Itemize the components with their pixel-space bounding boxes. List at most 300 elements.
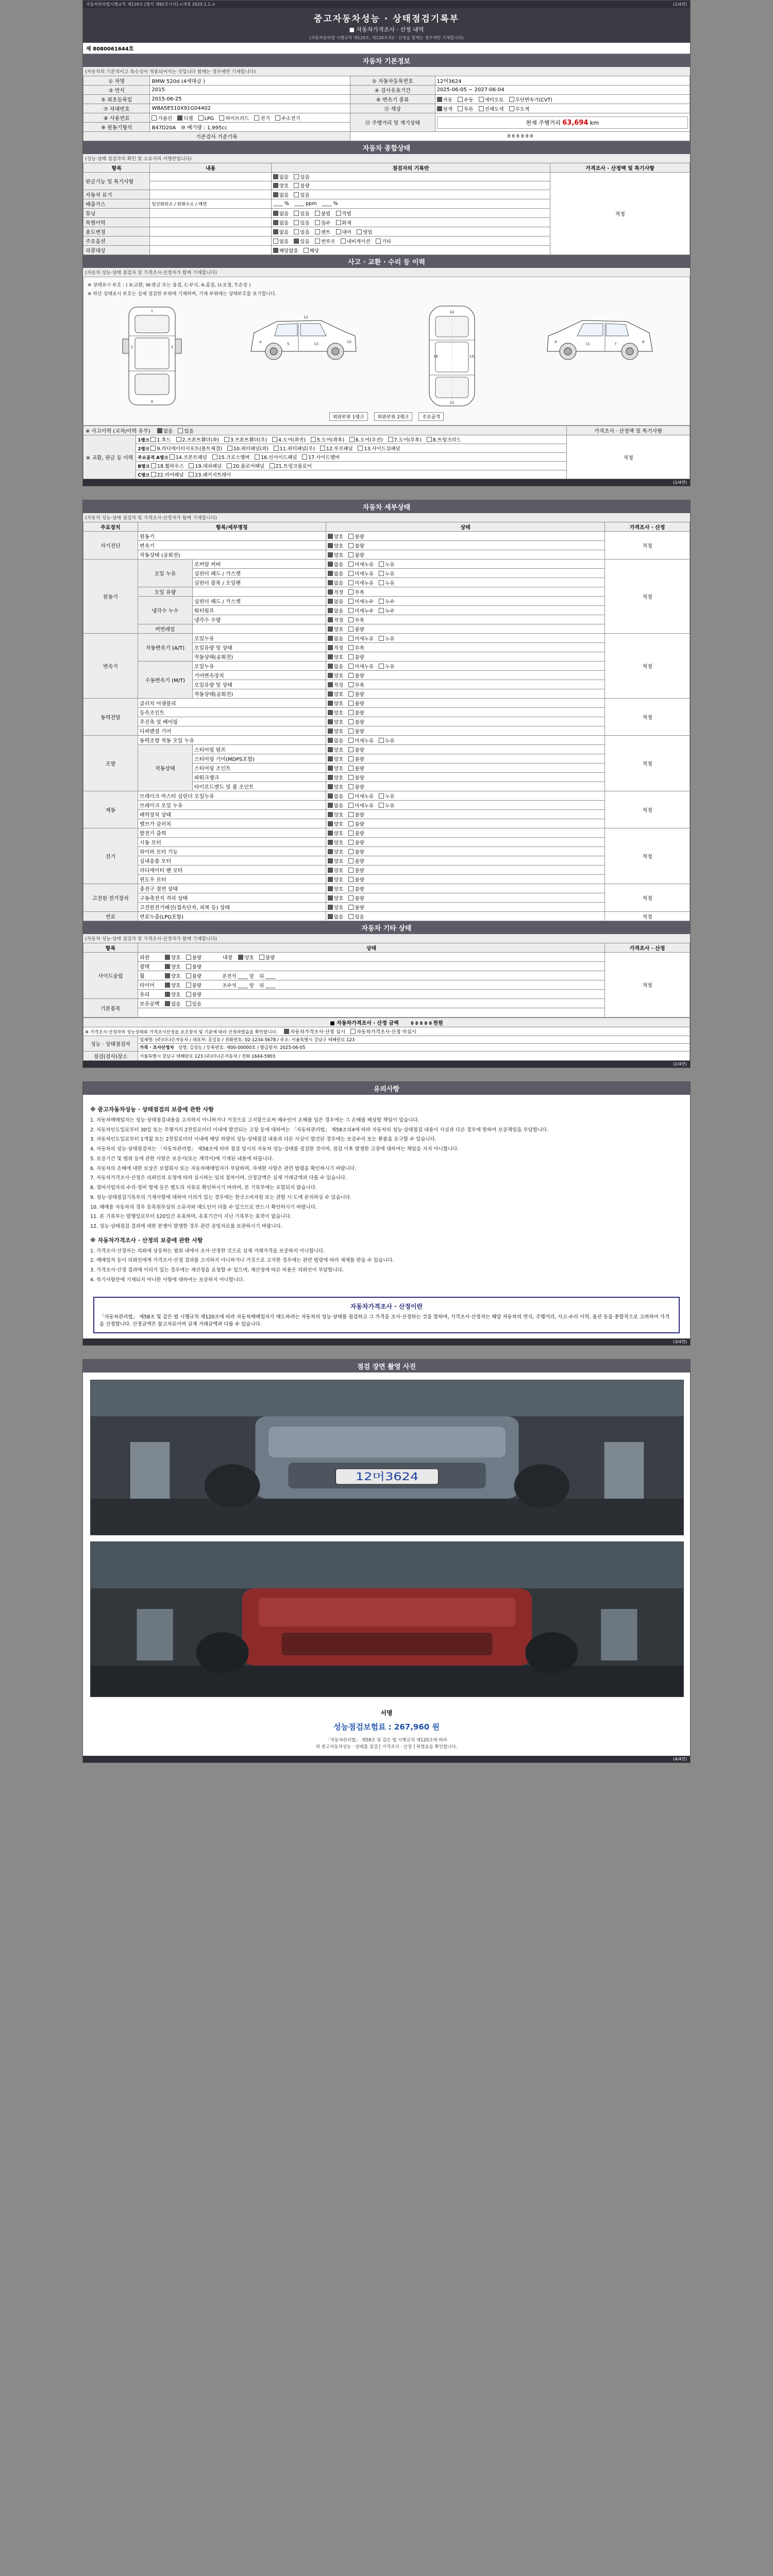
notice-item: 10. 매매용 자동차의 경우 등록원부상의 소유자와 매도인이 다를 수 있으므로 반드시 확인하시기 바랍니다.: [90, 1204, 317, 1210]
footer-note-line2: 위 중고자동차성능 · 상태를 점검 [ 가격조사 · 산정 ] 하였음을 확인합니다.: [315, 1744, 458, 1750]
detail-state: [326, 652, 604, 662]
state-option[interactable]: 불량: [348, 700, 364, 707]
state-option[interactable]: 없음: [328, 737, 343, 744]
overall-option[interactable]: 대여: [336, 228, 351, 235]
detail-item: 변속기: [138, 541, 326, 550]
photo-front-svg: [91, 1380, 683, 1535]
photo-undercarriage-front: [90, 1380, 684, 1535]
overall-item: 용도변경: [83, 227, 150, 236]
state-option[interactable]: 양호: [328, 904, 343, 911]
state-option[interactable]: 누유: [379, 570, 394, 577]
col-subitem: 항목/세부명칭: [138, 522, 326, 532]
color-option[interactable]: 투톤: [458, 105, 473, 112]
state-option[interactable]: 양호: [238, 954, 254, 961]
detail-subgroup: 자동변속기 (A/T): [138, 634, 192, 662]
detail-valuation: 적정: [605, 560, 690, 634]
rank-item[interactable]: 18.휠하우스: [151, 462, 184, 469]
state-option[interactable]: 불량: [186, 954, 201, 961]
table-row: [83, 1018, 690, 1027]
overall-option[interactable]: 적법: [336, 210, 351, 217]
fuel-option[interactable]: LPG: [198, 115, 214, 122]
state-option[interactable]: 있음: [186, 1000, 201, 1007]
accident-right-label: 가격조사 · 산정액 및 특기사항: [567, 426, 690, 435]
overall-option[interactable]: 해당: [304, 247, 319, 254]
basic-label: ⑦ 차대번호: [83, 104, 150, 113]
state-option[interactable]: 양호: [328, 820, 343, 827]
overall-option[interactable]: 없음: [273, 210, 289, 217]
state-option[interactable]: 부족: [348, 681, 364, 688]
signature-label: 서명: [380, 1709, 393, 1717]
state-option[interactable]: 누유: [379, 792, 394, 800]
state-option[interactable]: 불량: [348, 542, 364, 549]
notice-heading-1: ※ 중고자동차성능 · 상태점검의 보증에 관한 사항: [90, 1106, 214, 1113]
state-option[interactable]: 누유: [379, 579, 394, 586]
state-option[interactable]: 양호: [328, 542, 343, 549]
overall-option[interactable]: 불법: [315, 210, 330, 217]
col-state: 상태: [138, 943, 604, 953]
state-option[interactable]: 불량: [348, 829, 364, 837]
rank-item[interactable]: 12.루프패널: [320, 445, 353, 452]
state-option[interactable]: 불량: [348, 551, 364, 558]
detail-state: [326, 606, 604, 615]
state-option[interactable]: 없음: [328, 802, 343, 809]
state-option[interactable]: 불량: [348, 894, 364, 902]
state-option[interactable]: 불량: [348, 727, 364, 735]
color-option[interactable]: 무도색: [509, 105, 530, 112]
trans-option[interactable]: 세미오토: [479, 96, 504, 103]
overall-item: 튜닝: [83, 209, 150, 218]
state-option[interactable]: 미세누유: [348, 579, 374, 586]
state-option[interactable]: 양호: [328, 774, 343, 781]
valuation-check[interactable]: 자동차가격조사·산정 실시: [284, 1028, 345, 1035]
state-option[interactable]: 불량: [186, 981, 201, 989]
state-option[interactable]: 양호: [328, 746, 343, 753]
side-slip-front-2[interactable]: 조수석 ____ 앞: [222, 983, 254, 989]
other-item: 타이어: [139, 983, 155, 989]
notice-item: 8. 정비사업자의 수리·정비 명세 등은 별도의 서류로 확인하시기 바라며, 본 기록부에는 포함되지 않습니다.: [90, 1185, 317, 1191]
state-option[interactable]: 미세누수: [348, 598, 374, 605]
notice-item: 12. 성능·상태점검 결과에 대한 분쟁이 발생한 경우 관련 증빙자료를 보관하시기 바랍니다.: [90, 1223, 282, 1229]
detail-subgroup: 오일 누유: [138, 560, 192, 587]
other-state: [138, 990, 604, 999]
overall-option[interactable]: 썬루프: [315, 238, 335, 245]
overall-option[interactable]: 있음: [294, 191, 309, 198]
state-option[interactable]: 양호: [328, 727, 343, 735]
rank-item[interactable]: 4.도어(좌전): [272, 436, 306, 443]
document-number: 제 8080061644호: [83, 43, 690, 54]
other-state: [138, 953, 604, 962]
color-option[interactable]: 전체도색: [479, 105, 504, 112]
top-strip: [83, 1, 690, 8]
trans-option[interactable]: 자동: [437, 96, 452, 103]
state-option[interactable]: 누유: [379, 802, 394, 809]
insurance-fee-value: 267,960 원: [394, 1722, 440, 1732]
state-option[interactable]: 누유: [379, 635, 394, 642]
state-option[interactable]: 부족: [348, 588, 364, 596]
odo-label: 기존검사 기준기록: [83, 132, 350, 141]
rank-item[interactable]: 11.쿼터패널(우): [274, 445, 315, 452]
overall-option[interactable]: 있음: [294, 238, 309, 245]
state-option[interactable]: 미세누유: [348, 802, 374, 809]
state-option[interactable]: 불량: [348, 848, 364, 855]
detail-item: 클러치 어셈블리: [138, 699, 326, 708]
detail-group: 제동: [83, 791, 138, 828]
rank-item[interactable]: 13.사이드실패널: [358, 445, 400, 452]
rank-item[interactable]: 21.트렁크플로어: [270, 462, 312, 469]
overall-option[interactable]: 있음: [294, 173, 309, 180]
state-option[interactable]: 불량: [348, 653, 364, 660]
fuel-option[interactable]: 디젤: [177, 114, 193, 122]
section-other-note: (자동차 성능·상태 점검자 및 가격조사·산정자가 함께 기재합니다): [83, 934, 690, 943]
legend-item: 외판부위 2랭크: [374, 412, 413, 421]
state-option[interactable]: 양호: [328, 783, 343, 790]
state-option[interactable]: 미세누수: [348, 607, 374, 614]
document-header: [83, 8, 690, 43]
notice-item: 1. 가격조사·산정자는 의뢰에 상응하는 범위 내에서 조사·산정한 것으로 실제 거래가격을 보증하지 아니합니다.: [90, 1248, 325, 1254]
state-option[interactable]: 양호: [328, 709, 343, 716]
detail-state: [326, 671, 604, 680]
state-option[interactable]: 미세누유: [348, 635, 374, 642]
table-row: [83, 86, 690, 95]
state-option[interactable]: 양호: [328, 690, 343, 698]
state-option[interactable]: 불량: [348, 876, 364, 883]
accident-panel-title: ※ 사고이력 (교차/이력 유무) 없음 있음: [83, 426, 567, 435]
emission-hc[interactable]: ____ ppm: [294, 201, 317, 207]
overall-option[interactable]: 내비게이션: [341, 238, 371, 245]
side-slip-rear-2[interactable]: 뒤 ____: [259, 983, 276, 989]
fuel-option[interactable]: 전기: [254, 114, 270, 122]
place-value: 서울특별시 강남구 테헤란로 123 (주)더나은자동차 / 전화 1644-5903: [138, 1052, 690, 1061]
detail-item: [192, 624, 326, 634]
detail-item: 로커암 커버: [192, 560, 326, 569]
state-option[interactable]: 양호: [328, 718, 343, 725]
table-row: [83, 587, 690, 597]
svg-text:18: 18: [433, 354, 438, 359]
rank-item[interactable]: 19.대쉬패널: [189, 462, 222, 469]
basic-label: ⑨ 원동기형식: [83, 123, 150, 132]
detail-item: 브레이크 오일 누유: [138, 801, 326, 810]
valuation-amount: 0 0 0 0 0: [411, 1021, 431, 1026]
table-row: [83, 819, 690, 828]
state-option[interactable]: 불량: [348, 774, 364, 781]
detail-state: [326, 680, 604, 689]
document-subnote: (자동차관리법 시행규칙 제120조, 제120조의2 · 산정을 함께는 경우에만 기재합니다): [309, 36, 464, 40]
table-header-row: [83, 943, 690, 953]
basic-value: [435, 104, 690, 113]
state-option[interactable]: 미세누유: [348, 663, 374, 670]
detail-item: 연료누출(LPG포함): [138, 912, 326, 921]
state-option[interactable]: 불량: [348, 718, 364, 725]
state-option[interactable]: 양호: [165, 981, 180, 989]
detail-item: 라디에이터 팬 모터: [138, 866, 326, 875]
detail-group: 전기: [83, 828, 138, 884]
state-option[interactable]: 미세누유: [348, 792, 374, 800]
overall-option[interactable]: 없음: [273, 219, 289, 226]
table-row: [83, 426, 690, 435]
state-option[interactable]: 양호: [328, 867, 343, 874]
overall-option[interactable]: 불량: [294, 182, 309, 189]
detail-group: 변속기: [83, 634, 138, 699]
state-option[interactable]: 불량: [186, 972, 201, 979]
state-option[interactable]: 불량: [348, 811, 364, 818]
state-option[interactable]: 양호: [165, 954, 180, 961]
state-option[interactable]: 없음: [328, 792, 343, 800]
side-slip-rear[interactable]: 뒤 ____: [259, 974, 276, 979]
fuel-option[interactable]: 하이브리드: [219, 114, 249, 122]
section-accident-note: (자동차 성능·상태 점검자 및 가격조사·산정자가 함께 기재합니다): [83, 268, 690, 277]
fuel-option[interactable]: 수소전기: [275, 114, 300, 122]
state-option[interactable]: 누유: [379, 561, 394, 568]
state-option[interactable]: 미세누유: [348, 737, 374, 744]
overall-content: [150, 236, 271, 246]
state-option[interactable]: 양호: [328, 765, 343, 772]
rank-item[interactable]: 23.패키지트레이: [189, 471, 231, 478]
notice-item: 1. 자동차매매업자는 성능·상태점검내용을 고지하지 아니하거나 거짓으로 고지함으로써 매수인이 손해를 입은 경우에는 그 손해를 배상할 책임이 있습니다.: [90, 1117, 419, 1124]
rank-row: C랭크 22.리어패널 23.패키지트레이: [136, 470, 567, 479]
detail-state: [326, 912, 604, 921]
state-option[interactable]: 양호: [328, 625, 343, 633]
rank-item[interactable]: 7.도어(우후): [388, 436, 422, 443]
state-option[interactable]: 적정: [328, 616, 343, 623]
overall-option[interactable]: 침수: [315, 219, 330, 226]
valuation-check[interactable]: 자동차가격조사·산정 미실시: [350, 1028, 416, 1035]
rank-item[interactable]: 20.플로어패널: [227, 462, 264, 469]
state-option[interactable]: 있음: [348, 913, 364, 920]
car-diagram-left: [244, 302, 362, 369]
detail-item: 오일유량 및 상태: [192, 680, 326, 689]
other-state: [138, 980, 604, 990]
detail-state: [326, 838, 604, 847]
state-option[interactable]: 없음: [328, 663, 343, 670]
state-option[interactable]: 양호: [328, 533, 343, 540]
basic-label: ④ 검사유효기간: [350, 86, 435, 95]
state-option[interactable]: 불량: [186, 991, 201, 998]
photo-rear-svg: [91, 1542, 683, 1697]
state-option[interactable]: 적정: [328, 644, 343, 651]
mileage-value: 63,694: [562, 118, 589, 127]
accident-right-value: 적정: [567, 435, 690, 479]
state-option[interactable]: 양호: [328, 829, 343, 837]
emission-smoke[interactable]: ____ %: [322, 201, 338, 207]
state-option[interactable]: 미세누유: [348, 570, 374, 577]
state-option[interactable]: 양호: [328, 894, 343, 902]
overall-option[interactable]: 렌트: [315, 228, 330, 235]
state-option[interactable]: 양호: [165, 972, 180, 979]
col-content: 내용: [150, 163, 271, 173]
state-option[interactable]: 없음: [328, 561, 343, 568]
accident-option[interactable]: 있음: [178, 427, 193, 434]
detail-item: 타이로드엔드 및 볼 조인트: [192, 782, 326, 791]
state-option[interactable]: 양호: [165, 963, 180, 970]
table-row: [83, 95, 690, 104]
table-row: [83, 912, 690, 921]
top-strip-left: 자동차관리법시행규칙 제120조 [별지 제82호서식] <개정 2025.1.1.>: [86, 2, 215, 7]
overall-option[interactable]: 없음: [273, 173, 289, 180]
overall-valuation: 적정: [550, 173, 690, 255]
state-option[interactable]: 누유: [379, 737, 394, 744]
mileage-unit: km: [590, 119, 599, 126]
diagram-legend: [87, 411, 686, 422]
section-basic-note: (자동차의 기본적이고 특수성이 적용되어지는 것입니다 함께는 경우에만 기재합니다): [83, 67, 690, 76]
svg-text:1: 1: [150, 309, 153, 313]
state-option[interactable]: 불량: [348, 690, 364, 698]
state-option[interactable]: 양호: [328, 551, 343, 558]
trans-option[interactable]: 무단변속기(CVT): [509, 96, 552, 103]
overall-option[interactable]: 영업: [357, 228, 372, 235]
side-slip-front[interactable]: 운전석 ____ 앞: [222, 974, 254, 979]
accident-frame-label: ※ 교환, 판금 등 이력: [83, 435, 136, 479]
svg-text:5: 5: [287, 342, 290, 346]
state-option[interactable]: 양호: [328, 672, 343, 679]
state-option[interactable]: 양호: [328, 811, 343, 818]
state-option[interactable]: 불량: [348, 765, 364, 772]
state-option[interactable]: 불량: [348, 533, 364, 540]
overall-option[interactable]: 해당없음: [273, 247, 298, 254]
car-diagram-top: [416, 302, 488, 410]
state-option[interactable]: 없음: [328, 570, 343, 577]
basic-value: 2025-06-05 ~ 2027-06-04: [435, 86, 690, 95]
notice-item: 3. 가격조사·산정 결과에 이의가 있는 경우에는 재산정을 요청할 수 있으며, 재산정에 따른 비용은 의뢰인이 부담합니다.: [90, 1267, 344, 1274]
state-option[interactable]: 미세누유: [348, 561, 374, 568]
detail-valuation: 적정: [605, 634, 690, 699]
table-row: [83, 435, 690, 444]
rank-item[interactable]: 2.프론트휀더(좌): [176, 436, 220, 443]
overall-option[interactable]: 없음: [273, 191, 289, 198]
state-option[interactable]: 없음: [328, 598, 343, 605]
odo-digits: 0 0 0 0 0 0: [350, 132, 690, 141]
state-option[interactable]: 불량: [348, 783, 364, 790]
rank-item[interactable]: 6.도어(우전): [349, 436, 383, 443]
state-option[interactable]: 누유: [379, 663, 394, 670]
state-option[interactable]: 불량: [348, 709, 364, 716]
valuation-note: ※ 가격조사·산정자의 성능상태와 가격조사산정을 보조장치 및 기준에 따라 산정하였음을 확인합니다. 자동차가격조사·산정 실시 자동차가격조사·산정 미실시: [83, 1027, 690, 1036]
state-option[interactable]: 누수: [379, 607, 394, 614]
detail-item: 디퍼렌셜 기어: [138, 726, 326, 736]
state-option[interactable]: 없음: [328, 913, 343, 920]
state-option[interactable]: 불량: [259, 954, 275, 961]
overall-option[interactable]: 화재: [336, 219, 351, 226]
detail-item: 작동상태(공회전): [192, 689, 326, 699]
overall-option[interactable]: 있음: [294, 228, 309, 235]
table-row: [83, 708, 690, 717]
detail-state: [326, 634, 604, 643]
state-option[interactable]: 불량: [348, 857, 364, 865]
svg-text:7: 7: [614, 342, 617, 346]
fuel-option[interactable]: 가솔린: [152, 114, 172, 122]
state-option[interactable]: 없음: [328, 607, 343, 614]
state-option[interactable]: 양호: [328, 848, 343, 855]
state-option[interactable]: 양호: [328, 876, 343, 883]
rank-item[interactable]: 3.프론트휀더(우): [224, 436, 267, 443]
section-detail-title: 자동차 세부상태: [83, 500, 690, 513]
state-option[interactable]: 부족: [348, 616, 364, 623]
accident-option[interactable]: 없음: [157, 427, 173, 434]
state-option[interactable]: 불량: [348, 746, 364, 753]
detail-state: [326, 689, 604, 699]
state-option[interactable]: 양호: [165, 991, 180, 998]
state-option[interactable]: 불량: [348, 885, 364, 892]
rank-item[interactable]: 9.라디에이터서포트(볼트체결): [150, 445, 222, 452]
table-row: [83, 550, 690, 560]
state-option[interactable]: 양호: [328, 885, 343, 892]
color-option[interactable]: 원색: [437, 105, 452, 112]
detail-state: [326, 764, 604, 773]
rank-item[interactable]: 5.도어(좌후): [311, 436, 344, 443]
state-option[interactable]: 불량: [348, 839, 364, 846]
detail-state: [326, 745, 604, 754]
overall-option[interactable]: 있음: [294, 210, 309, 217]
mileage-text: 현재 주행거리: [526, 119, 561, 126]
table-row: [83, 980, 690, 990]
fuel-options: [150, 113, 350, 123]
notice-body: [83, 1095, 690, 1292]
table-row: [83, 560, 690, 569]
state-option[interactable]: 없음: [328, 635, 343, 642]
page-number: (4/4면): [83, 1756, 690, 1762]
rank-row: 2랭크 9.라디에이터서포트(볼트체결) 10.쿼터패널(좌) 11.쿼터패널(우) 12.루프패널 13.사이드실패널: [136, 444, 567, 453]
trans-option[interactable]: 수동: [458, 96, 473, 103]
state-option[interactable]: 불량: [348, 625, 364, 633]
state-option[interactable]: 양호: [328, 700, 343, 707]
table-row: [83, 717, 690, 726]
detail-state: [326, 819, 604, 828]
detail-state: [326, 578, 604, 587]
emission-co[interactable]: ____ %: [273, 201, 289, 207]
state-option[interactable]: 불량: [186, 963, 201, 970]
state-option[interactable]: 부족: [348, 644, 364, 651]
state-option[interactable]: 양호: [328, 857, 343, 865]
state-option[interactable]: 양호: [328, 755, 343, 762]
detail-state: [326, 773, 604, 782]
state-option[interactable]: 적정: [328, 681, 343, 688]
col-device: 주요장치: [83, 522, 138, 532]
rank-item[interactable]: 16.인사이드패널: [255, 453, 297, 461]
rank-item[interactable]: 15.크로스멤버: [212, 453, 250, 461]
state-option[interactable]: 양호: [328, 653, 343, 660]
state-option[interactable]: 없음: [328, 579, 343, 586]
state-option[interactable]: 불량: [348, 867, 364, 874]
overall-option[interactable]: 있음: [294, 219, 309, 226]
sheet-2: [82, 500, 691, 1068]
detail-state: [326, 866, 604, 875]
state-option[interactable]: 양호: [328, 839, 343, 846]
overall-option[interactable]: 양호: [273, 182, 289, 189]
overall-content: [150, 209, 271, 218]
rank-item[interactable]: 8.트렁크리드: [427, 436, 461, 443]
state-option[interactable]: 불량: [348, 820, 364, 827]
overall-option[interactable]: 없음: [273, 228, 289, 235]
col-valuation: 가격조사 · 산정액 및 특기사항: [550, 163, 690, 173]
detail-state: [326, 717, 604, 726]
detail-state: [326, 884, 604, 893]
state-option[interactable]: 불량: [348, 672, 364, 679]
detail-state: [326, 643, 604, 652]
state-option[interactable]: 누수: [379, 598, 394, 605]
state-option[interactable]: 불량: [348, 904, 364, 911]
state-option[interactable]: 불량: [348, 755, 364, 762]
overall-option[interactable]: 기타: [376, 238, 391, 245]
table-row: [83, 810, 690, 819]
overall-option[interactable]: 없음: [273, 238, 289, 245]
state-option[interactable]: 없음: [165, 1000, 180, 1007]
rank-item[interactable]: 17.사이드멤버: [302, 453, 340, 461]
rank-item[interactable]: 22.리어패널: [151, 471, 184, 478]
rank-item[interactable]: 10.쿼터패널(좌): [227, 445, 268, 452]
rank-item[interactable]: 14.프론트패널: [170, 453, 207, 461]
notice-item: 11. 본 기록부는 발행일로부터 120일간 유효하며, 유효기간이 지난 기록부는 효력이 없습니다.: [90, 1214, 292, 1220]
rank-item[interactable]: 1.후드: [150, 436, 171, 443]
state-option[interactable]: 적정: [328, 588, 343, 596]
